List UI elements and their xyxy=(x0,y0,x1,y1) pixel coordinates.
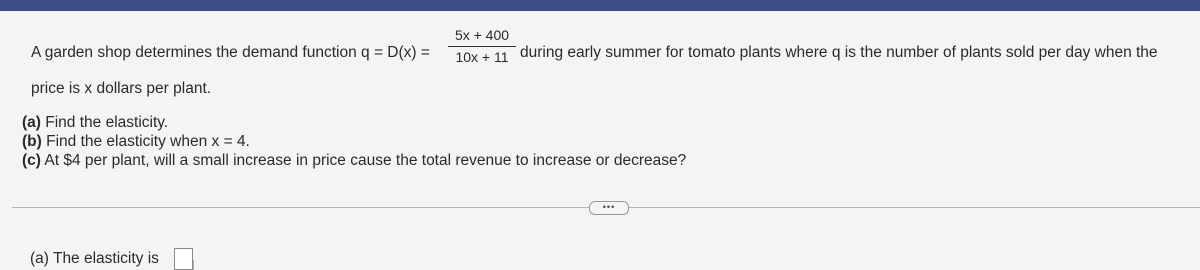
part-c-text: At $4 per plant, will a small increase in price cause the total revenue to increase or decrease? xyxy=(44,152,687,169)
answer-label: (a) The elasticity is xyxy=(30,250,159,267)
part-c xyxy=(22,151,686,170)
header-bar xyxy=(0,0,1200,11)
part-a xyxy=(22,113,686,132)
part-b-label: (b) xyxy=(22,133,42,150)
expand-more-button[interactable]: ••• xyxy=(589,201,629,215)
part-a-label: (a) xyxy=(22,114,41,131)
fraction-denominator: 10x + 11 xyxy=(455,49,509,65)
demand-fraction xyxy=(448,26,516,67)
question-stem-suffix: during early summer for tomato plants where q is the number of plants sold per day when the xyxy=(520,44,1158,61)
question-stem-prefix: A garden shop determines the demand function q = D(x) = xyxy=(31,44,430,61)
fraction-bar xyxy=(448,46,516,47)
question-stem-line2: price is x dollars per plant. xyxy=(31,80,212,97)
part-c-label: (c) xyxy=(22,152,41,169)
part-a-text: Find the elasticity. xyxy=(45,114,169,131)
fraction-numerator: 5x + 400 xyxy=(454,27,510,43)
elasticity-answer-input[interactable] xyxy=(174,248,193,270)
part-b-text: Find the elasticity when x = 4. xyxy=(46,133,250,150)
question-parts xyxy=(22,113,686,170)
part-b xyxy=(22,132,686,151)
answer-box-edge xyxy=(193,260,204,270)
